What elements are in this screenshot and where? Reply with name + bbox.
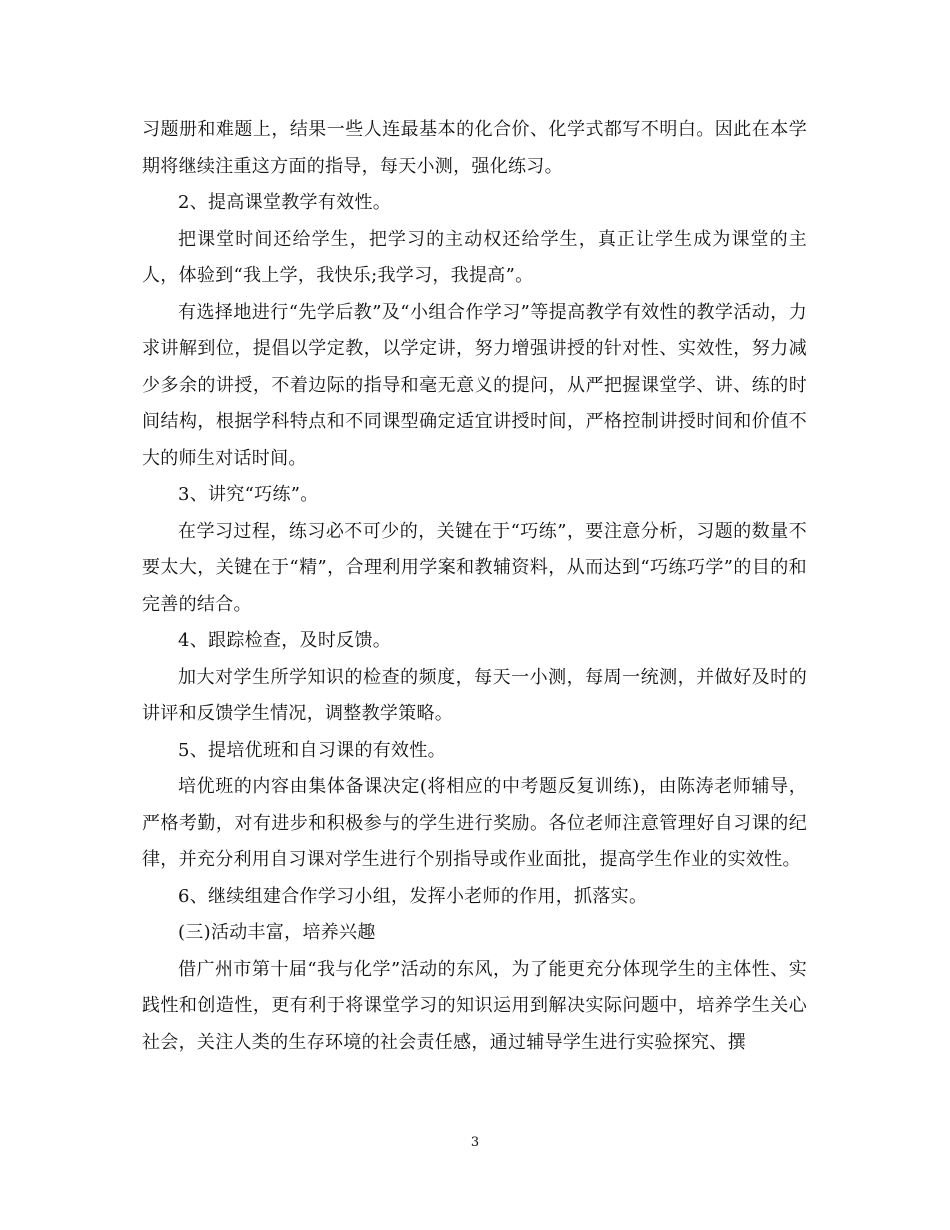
paragraph: 加大对学生所学知识的检查的频度，每天一小测，每周一统测，并做好及时的讲评和反馈学生情况，调整教学策略。 — [142, 666, 807, 724]
heading-item-6: 6、继续组建合作学习小组，发挥小老师的作用，抓落实。 — [178, 885, 648, 907]
heading-item-2: 2、提高课堂教学有效性。 — [178, 192, 392, 213]
paragraph: 在学习过程，练习必不可少的，关键在于“巧练”，要注意分析，习题的数量不要太大，关键在于“精”，合理利用学案和教辅资料，从而达到“巧练巧学”的目的和完善的结合。 — [142, 520, 807, 615]
page-body — [142, 112, 807, 1061]
heading-item-3: 3、讲究“巧练”。 — [178, 484, 319, 505]
section-heading: (三)活动丰富，培养兴趣 — [178, 922, 376, 943]
page-number: 3 — [470, 1135, 480, 1150]
paragraph: 有选择地进行“先学后教”及“小组合作学习”等提高教学有效性的教学活动，力求讲解到位，提倡以学定教，以学定讲，努力增强讲授的针对性、实效性，努力减少多余的讲授，不着边际的指导和毫无意义的提问，从严把握课堂学、讲、练的时间结构，根据学科特点和不同课型确定适宜讲授时间，严格控制讲授时间和价值不大的师生对话时间。 — [142, 301, 807, 469]
paragraph: 借广州市第十届“我与化学”活动的东风，为了能更充分体现学生的主体性、实践性和创造性，更有利于将课堂学习的知识运用到解决实际问题中，培养学生关心社会，关注人类的生存环境的社会责任感，通过辅导学生进行实验探究、撰 — [142, 958, 807, 1053]
paragraph-continuation: 习题册和难题上，结果一些人连最基本的化合价、化学式都写不明白。因此在本学期将继续注重这方面的指导，每天小测，强化练习。 — [142, 119, 807, 177]
paragraph: 把课堂时间还给学生，把学习的主动权还给学生，真正让学生成为课堂的主人，体验到“我上学，我快乐;我学习，我提高”。 — [142, 228, 807, 286]
heading-item-5: 5、提培优班和自习课的有效性。 — [178, 739, 446, 761]
paragraph: 培优班的内容由集体备课决定(将相应的中考题反复训练)，由陈涛老师辅导，严格考勤，对有进步和积极参与的学生进行奖励。各位老师注意管理好自习课的纪律，并充分利用自习课对学生进行个别指导或作业面批，提高学生作业的实效性。 — [142, 776, 807, 870]
heading-item-4: 4、跟踪检查，及时反馈。 — [178, 630, 392, 651]
